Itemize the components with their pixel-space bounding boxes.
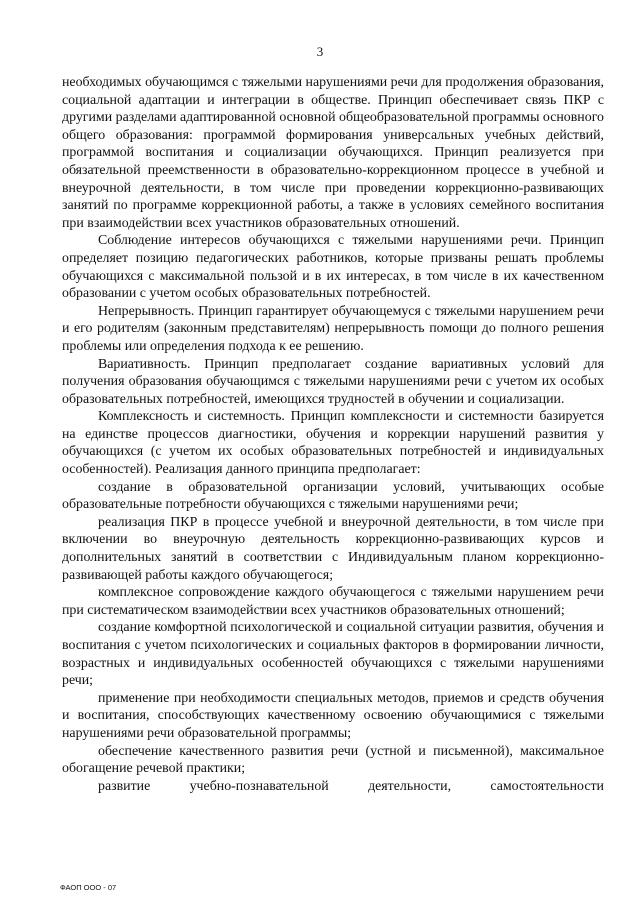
- paragraph-6: создание в образовательной организации условий, учитывающих особые образовательные потребности обучающихся с тяжелыми нарушениями речи;: [62, 479, 604, 513]
- paragraph-1: необходимых обучающимся с тяжелыми нарушениями речи для продолжения образования, социальной адаптации и интеграции в обществе. Принцип обеспечивает связь ПКР с другими разделами адаптированной основной общеобразовательной программы основного общего образования: программой формирования универсальных учебных действий, программой воспитания и социализации обучающихся. Принцип реализуется при обязательной преемственности в образовательно-коррекционном процессе в учебной и внеурочной деятельности, в том числе при проведении коррекционно-развивающих занятий по программе коррекционной работы, а также в условиях семейного воспитания при взаимодействии всех участников образовательных отношений.: [62, 75, 604, 231]
- paragraph-10: применение при необходимости специальных методов, приемов и средств обучения и воспитания, способствующих качественному освоению обучающимися с тяжелыми нарушениями речи образовательной программы;: [62, 690, 604, 741]
- paragraph-9: создание комфортной психологической и социальной ситуации развития, обучения и воспитания с учетом психологических и социальных факторов в формировании личности, возрастных и индивидуальных особенностей обучающихся с тяжелыми нарушениями речи;: [62, 620, 604, 689]
- paragraph-3: Непрерывность. Принцип гарантирует обучающемуся с тяжелыми нарушением речи и его родителям (законным представителям) непрерывность помощи до полного решения проблемы или определения подхода к ее решению.: [62, 303, 604, 354]
- page-number: 3: [316, 44, 324, 59]
- footer-code: ФАОП ООО - 07: [60, 883, 117, 892]
- paragraph-7: реализация ПКР в процессе учебной и внеурочной деятельности, в том числе при включении во внеурочную деятельность коррекционно-развивающих курсов и дополнительных занятий в соответствии с Индивидуальным планом коррекционно-развивающей работы каждого обучающегося;: [62, 514, 604, 583]
- document-body: [62, 74, 604, 795]
- paragraph-4: Вариативность. Принцип предполагает создание вариативных условий для получения образования обучающимся с тяжелыми нарушениями речи с учетом их особых образовательных потребностей, имеющихся трудностей в обучении и социализации.: [62, 356, 604, 407]
- paragraph-2: Соблюдение интересов обучающихся с тяжелыми нарушениями речи. Принцип определяет позицию педагогических работников, которые призваны решать проблемы обучающихся с максимальной пользой и в их интересах, в том числе в их качественном образовании с учетом особых образовательных потребностей.: [62, 233, 604, 302]
- paragraph-12: развитие учебно-познавательной деятельности, самостоятельности: [98, 778, 604, 794]
- paragraph-8: комплексное сопровождение каждого обучающегося с тяжелыми нарушением речи при систематическом взаимодействии всех участников образовательных отношений;: [62, 585, 604, 618]
- paragraph-11: обеспечение качественного развития речи (устной и письменной), максимальное обогащение речевой практики;: [62, 743, 604, 777]
- paragraph-5: Комплексность и системность. Принцип комплексности и системности базируется на единстве процессов диагностики, обучения и коррекции нарушений развития у обучающихся (с учетом их особых образовательных потребностей и индивидуальных особенностей). Реализация данного принципа предполагает:: [62, 409, 604, 478]
